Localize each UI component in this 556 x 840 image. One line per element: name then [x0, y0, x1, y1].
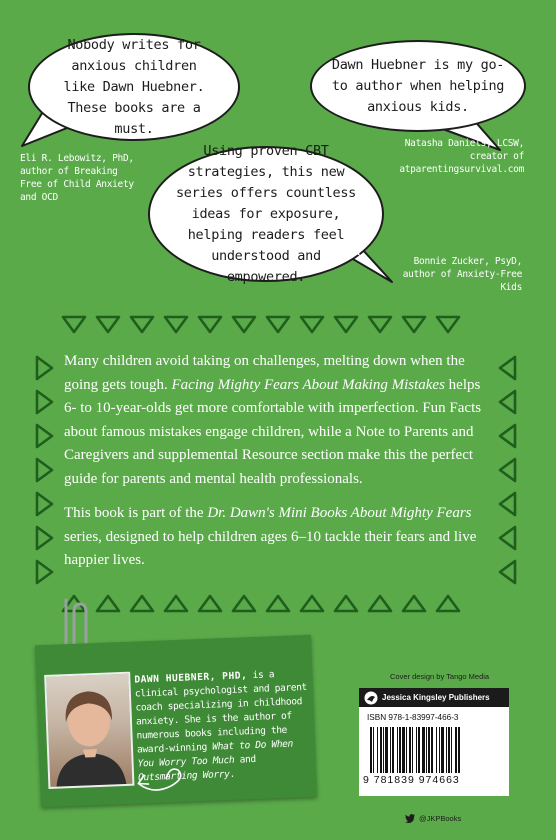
- barcode-icon: [368, 727, 500, 775]
- barcode-bar: [455, 727, 457, 773]
- barcode-bar: [383, 727, 384, 773]
- barcode-bar: [416, 727, 417, 773]
- publisher-strip: [359, 688, 509, 707]
- barcode-bar: [448, 727, 450, 773]
- isbn-number: ISBN 978-1-83997-466-3: [367, 713, 459, 722]
- isbn-panel: [359, 688, 509, 796]
- barcode-bar: [441, 727, 444, 773]
- description-paragraph-2: This book is part of the Dr. Dawn's Mini Books About Mighty Fears series, designed to help children ages 6–10 tackle their fears and live happier lives.: [64, 505, 477, 568]
- barcode-bar: [385, 727, 388, 773]
- twitter-bird-icon: [405, 814, 415, 823]
- barcode-bar: [446, 727, 447, 773]
- twitter-handle: @JKPBooks: [405, 814, 461, 823]
- barcode-bar: [458, 727, 460, 773]
- barcode-bar: [373, 727, 374, 773]
- barcode-bar: [426, 727, 427, 773]
- barcode-bar: [399, 727, 401, 773]
- barcode-bar: [428, 727, 430, 773]
- barcode-bar: [451, 727, 452, 773]
- description-paragraph-1: Many children avoid taking on challenges, melting down when the going gets tough. Facing Mighty Fears About Making Mistakes helps 6- to 10-year-olds get more comfortable with imperfection. Fun Facts about famous mistakes engage children, while a Note to Parents and Caregivers and supplemental Resource section make this the perfect guide for parents and mental health professionals.: [64, 353, 482, 487]
- book-title: Facing Mighty Fears About Making Mistakes: [171, 376, 445, 393]
- barcode-bar: [370, 727, 372, 773]
- quote-2-attribution: Natasha Daniels, LCSW, creator of atparentingsurvival.com: [399, 138, 524, 175]
- barcode-bar: [406, 727, 407, 773]
- barcode-bar: [380, 727, 382, 773]
- barcode-bar: [436, 727, 437, 773]
- barcode-bar: [402, 727, 405, 773]
- book-title-1: What to Do When You Worry Too Much: [137, 738, 294, 770]
- quote-1-text: Nobody writes for anxious children like Dawn Huebner. These books are a must.: [63, 36, 205, 137]
- barcode-bar: [418, 727, 420, 773]
- barcode-bar: [392, 727, 394, 773]
- author-bio: DAWN HUEBNER, PHD, is a clinical psychologist and parent coach specializing in childhood anxiety. She is the author of numerous books including the award-winning What to Do When You Worry Too Much and Outsmarting Worry.: [134, 669, 308, 784]
- quote-1-attribution: Eli R. Lebowitz, PhD, author of Breaking Free of Child Anxiety and OCD: [20, 153, 134, 203]
- barcode-bar: [431, 727, 433, 773]
- barcode-bar: [409, 727, 411, 773]
- barcode-bar: [439, 727, 440, 773]
- quote-3-text: Using proven CBT strategies, this new series offers countless ideas for exposure, helping readers feel understood and empowered.: [175, 142, 357, 285]
- publisher-name: Jessica Kingsley Publishers: [382, 693, 490, 702]
- barcode-bar: [422, 727, 425, 773]
- series-title: Dr. Dawn's Mini Books About Mighty Fears: [207, 505, 472, 521]
- book-title-2: Outsmarting Worry: [137, 768, 230, 784]
- barcode-bar: [397, 727, 398, 773]
- barcode-digits: 9 781839 974663: [363, 774, 460, 786]
- cover-design-credit: Cover design by Tango Media: [390, 672, 490, 681]
- author-card: [35, 635, 317, 807]
- quote-3-attribution: Bonnie Zucker, PsyD, author of Anxiety-Free Kids: [402, 256, 522, 293]
- barcode-bar: [390, 727, 391, 773]
- barcode-bar: [377, 727, 378, 773]
- publisher-logo-icon: [364, 691, 378, 705]
- barcode-bar: [412, 727, 413, 773]
- author-name: DAWN HUEBNER, PHD,: [134, 670, 248, 686]
- quote-2-text: Dawn Huebner is my go-to author when helping anxious kids.: [331, 56, 505, 115]
